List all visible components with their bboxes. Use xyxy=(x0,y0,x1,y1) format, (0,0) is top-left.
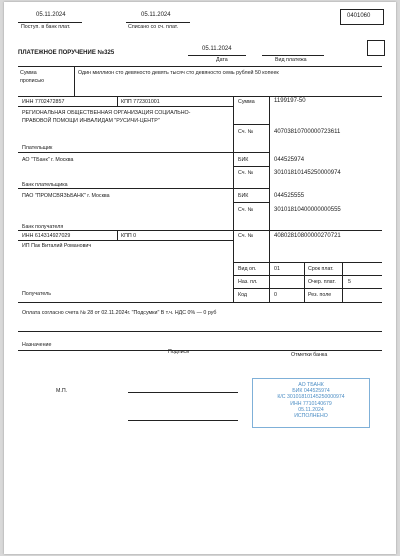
divider xyxy=(233,262,382,263)
divider xyxy=(18,230,382,231)
divider xyxy=(18,96,382,97)
payment-purpose: Оплата согласно счета № 28 от 02.11.2024г. "Подсумки" В т.ч. НДС 0% — 0 руб xyxy=(22,310,217,316)
purpose-code-label: Наз. пл. xyxy=(238,279,258,285)
divider xyxy=(18,22,82,23)
divider xyxy=(18,66,382,67)
page-title: ПЛАТЕЖНОЕ ПОРУЧЕНИЕ №325 xyxy=(18,50,115,56)
amount-words-label: Сумма xyxy=(20,70,37,76)
divider xyxy=(188,55,246,56)
payer-bank-name: АО "ТБанк" г. Москва xyxy=(22,157,74,163)
divider xyxy=(233,288,382,289)
divider xyxy=(233,166,269,167)
divider xyxy=(233,202,269,203)
divider xyxy=(304,262,305,302)
divider xyxy=(233,96,234,302)
payee-bank-name: ПАО "ПРОМСВЯЗЬБАНК" г. Москва xyxy=(22,193,110,199)
bank-execution-stamp xyxy=(252,378,370,428)
queue-label: Очер. плат. xyxy=(308,279,336,285)
divider xyxy=(126,22,190,23)
form-code: 0401060 xyxy=(347,13,371,19)
signature-line xyxy=(128,392,238,393)
payee-account: 40802810800000270721 xyxy=(274,233,341,239)
code: 0 xyxy=(274,292,277,298)
amount-in-words: Один миллион сто девяносто девять тысяч сто девяносто семь рублей 50 копеек xyxy=(78,70,279,76)
divider xyxy=(18,152,269,153)
payer-bank-corr-label: Сч. № xyxy=(238,170,254,176)
op-type-label: Вид оп. xyxy=(238,266,257,272)
payee-account-label: Сч. № xyxy=(238,233,254,239)
bank-received-date: 05.11.2024 xyxy=(36,12,66,18)
payer-bank-corr: 30101810145250000974 xyxy=(274,170,341,176)
stamp-line: БИК 044525974 xyxy=(292,388,330,395)
payment-type-label: Вид платежа xyxy=(275,57,307,63)
divider xyxy=(74,66,75,96)
divider xyxy=(18,106,233,107)
bank-marks-label: Отметки банка xyxy=(291,352,328,358)
code-label: Код xyxy=(238,292,248,298)
divider xyxy=(18,188,269,189)
divider xyxy=(18,331,382,332)
divider xyxy=(269,96,270,302)
queue: 5 xyxy=(348,279,351,285)
op-type: 01 xyxy=(274,266,280,272)
divider xyxy=(117,96,118,106)
amount-label: Сумма xyxy=(238,99,255,105)
stamp-line: 05.11.2024 xyxy=(298,406,324,413)
payee-name: ИП Пак Виталий Романович xyxy=(22,243,92,249)
payer-bank-label: Банк плательщика xyxy=(22,182,68,188)
debited-label: Списано со сч. плат. xyxy=(128,24,179,30)
divider xyxy=(342,262,343,302)
payee-bank-bik-label: БИК xyxy=(238,193,249,199)
divider xyxy=(233,124,269,125)
payer-bank-bik-label: БИК xyxy=(238,157,249,163)
payee-kpp: КПП 0 xyxy=(121,233,137,239)
stamp-line: ИНН 7710140679 xyxy=(290,400,332,407)
payer-bank-bik: 044525974 xyxy=(274,157,305,163)
payer-inn: ИНН 7702472857 xyxy=(22,99,65,105)
payee-inn: ИНН 614314927029 xyxy=(22,233,71,239)
payee-bank-corr: 30101810400000000555 xyxy=(274,207,341,213)
stamp-line: ИСПОЛНЕНО xyxy=(294,413,328,420)
payee-bank-corr-label: Сч. № xyxy=(238,207,254,213)
debited-date: 05.11.2024 xyxy=(141,12,171,18)
stamp-place-label: М.П. xyxy=(56,388,68,394)
divider xyxy=(18,350,382,351)
payer-label: Плательщик xyxy=(22,145,53,151)
pay-term-label: Срок плат. xyxy=(308,266,334,272)
divider xyxy=(233,275,382,276)
status-box xyxy=(367,40,385,56)
signatures-label: Подписи xyxy=(168,349,190,355)
payment-order-document xyxy=(4,2,396,554)
payee-label: Получатель xyxy=(22,291,51,297)
divider xyxy=(117,230,118,240)
amount-value: 1199197-50 xyxy=(274,98,306,104)
divider xyxy=(18,240,233,241)
stamp-line: К/С 30101810145250000974 xyxy=(277,394,345,401)
payer-account-label: Сч. № xyxy=(238,129,254,135)
amount-words-label-2: прописью xyxy=(20,78,44,84)
stamp-line: АО ТБАНК xyxy=(298,382,324,388)
bank-received-label: Поступ. в банк плат. xyxy=(21,24,71,30)
divider xyxy=(18,302,382,303)
payer-kpp: КПП 772301001 xyxy=(121,99,160,105)
order-date: 05.11.2024 xyxy=(202,46,232,52)
payer-account: 40703810700000723611 xyxy=(274,129,341,135)
payer-name-line-1: РЕГИОНАЛЬНАЯ ОБЩЕСТВЕННАЯ ОРГАНИЗАЦИЯ СОЦИАЛЬНО- xyxy=(22,110,191,116)
divider xyxy=(262,55,324,56)
purpose-label: Назначение xyxy=(22,342,52,348)
order-date-label: Дата xyxy=(216,57,228,63)
payer-name-line-2: ПРАВОВОЙ ПОМОЩИ ИНВАЛИДАМ "РУСИЧИ-ЦЕНТР" xyxy=(22,118,160,124)
signature-line xyxy=(128,420,238,421)
reserve-label: Рез. поле xyxy=(308,292,332,298)
payee-bank-label: Банк получателя xyxy=(22,224,64,230)
payee-bank-bik: 044525555 xyxy=(274,193,305,199)
